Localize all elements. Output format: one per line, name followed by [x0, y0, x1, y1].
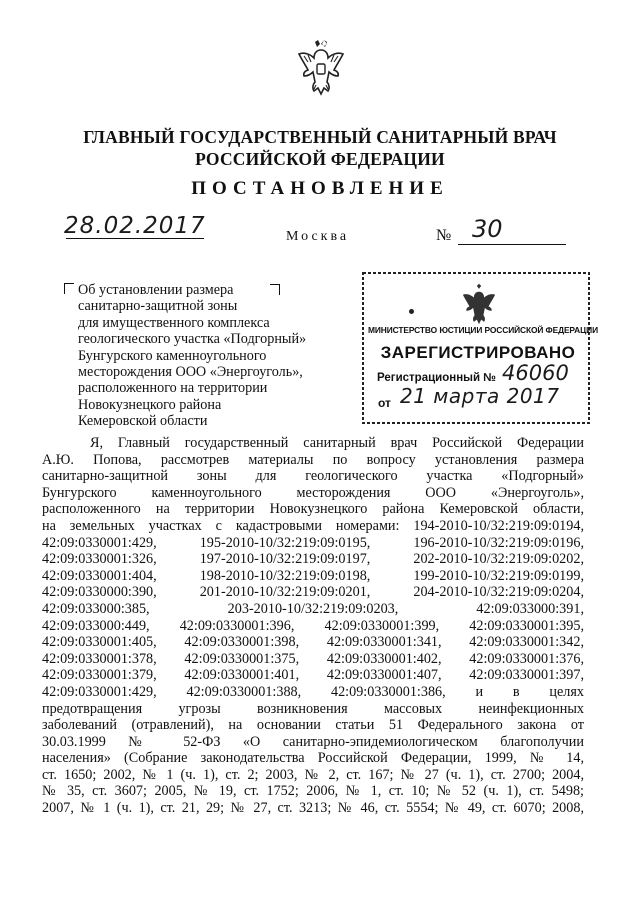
body-line: Бунгурского каменноугольного месторождения ООО «Энергоуголь»,	[42, 484, 584, 501]
stamp-coat-of-arms-icon	[460, 283, 498, 327]
document-type: ПОСТАНОВЛЕНИЕ	[191, 178, 449, 199]
title-line: геологического участка «Подгорный»	[78, 331, 307, 348]
title-line: месторождения ООО «Энергоуголь»,	[78, 364, 303, 381]
body-line: ст. 1650; 2002, № 1 (ч. 1), ст. 2; 2003, № 2, ст. 167; № 27 (ч. 1), ст. 2700; 2004,	[42, 766, 584, 783]
body-line: 42:09:0330001:429, 42:09:0330001:388, 42:09:0330001:386, и в целях	[42, 683, 584, 700]
document-city: Москва	[286, 229, 350, 244]
body-line: Я, Главный государственный санитарный врач Российской Федерации	[90, 435, 584, 451]
body-line: 42:09:0330001:378, 42:09:0330001:375, 42:09:0330001:402, 42:09:0330001:376,	[42, 650, 584, 667]
date-underline	[66, 238, 204, 239]
stamp-ministry: МИНИСТЕРСТВО ЮСТИЦИИ РОССИЙСКОЙ ФЕДЕРАЦИИ	[368, 325, 598, 335]
stamp-reg-number: 46060	[502, 361, 569, 385]
title-line: санитарно-защитной зоны	[78, 298, 238, 315]
body-line: 42:09:0330001:326, 197-2010-10/32:219:09:0197, 202-2010-10/32:219:09:0202,	[42, 551, 584, 568]
body-line: 42:09:0330000:390, 201-2010-10/32:219:09:0201, 204-2010-10/32:219:09:0204,	[42, 584, 584, 601]
body-line: 42:09:033000:385, 203-2010-10/32:219:09:0203, 42:09:033000:391,	[42, 600, 584, 617]
issuing-authority	[60, 126, 580, 170]
body-line: № 35, ст. 3607; 2005, № 19, ст. 1752; 2006, № 1, ст. 10; № 52 (ч. 1), ст. 5498;	[42, 783, 584, 800]
body-line: санитарно-защитной зоны для геологического участка «Подгорный»	[42, 468, 584, 485]
authority-line-1: ГЛАВНЫЙ ГОСУДАРСТВЕННЫЙ САНИТАРНЫЙ ВРАЧ	[83, 127, 557, 147]
body-line: 30.03.1999 № 52-ФЗ «О санитарно-эпидемиологическом благополучии	[42, 733, 584, 750]
stamp-reg-date: 21 марта 2017	[400, 384, 560, 408]
document-date: 28.02.2017	[64, 213, 206, 239]
body-line: А.Ю. Попова, рассмотрев материалы по вопросу установления размера	[42, 451, 584, 468]
body-line: 42:09:0330001:404, 198-2010-10/32:219:09:0198, 199-2010-10/32:219:09:0199,	[42, 567, 584, 584]
title-line: для имущественного комплекса	[78, 314, 270, 331]
title-corner-left	[64, 283, 74, 294]
title-line: Новокузнецкого района	[78, 396, 222, 413]
stamp-status: ЗАРЕГИСТРИРОВАНО	[380, 343, 576, 362]
number-underline	[458, 244, 566, 245]
body-line: расположенного на территории Новокузнецкого района Кемеровской области,	[42, 501, 584, 518]
body-line: заболеваний (отравлений), на основании статьи 51 Федерального закона от	[42, 717, 584, 734]
authority-line-2: РОССИЙСКОЙ ФЕДЕРАЦИИ	[195, 149, 445, 169]
coat-of-arms-icon	[296, 38, 346, 98]
stamp-from-label: от	[378, 396, 391, 410]
number-sign: №	[436, 227, 452, 244]
body-line: на земельных участках с кадастровыми номерами: 194-2010-10/32:219:09:0194,	[42, 517, 584, 534]
resolution-body	[42, 435, 584, 817]
stamp-reg-label: Регистрационный №	[377, 372, 497, 384]
body-line: предотвращения угрозы возникновения массовых неинфекционных	[42, 700, 584, 717]
body-line: населения» (Собрание законодательства Российской Федерации, 1999, № 14,	[42, 750, 584, 767]
title-line: Об установлении размера	[78, 282, 234, 298]
title-line: расположенного на территории	[78, 380, 268, 397]
title-line: Бунгурского каменноугольного	[78, 347, 267, 364]
document-number: 30	[472, 215, 503, 243]
stamp-dot	[409, 309, 414, 314]
body-line: 42:09:033000:449, 42:09:0330001:396, 42:09:0330001:399, 42:09:0330001:395,	[42, 617, 584, 634]
body-line: 42:09:0330001:379, 42:09:0330001:401, 42:09:0330001:407, 42:09:0330001:397,	[42, 667, 584, 684]
body-line: 42:09:0330001:429, 195-2010-10/32:219:09:0195, 196-2010-10/32:219:09:0196,	[42, 534, 584, 551]
body-line: 42:09:0330001:405, 42:09:0330001:398, 42:09:0330001:341, 42:09:0330001:342,	[42, 634, 584, 651]
document-title	[78, 282, 328, 430]
title-line: Кемеровской области	[78, 413, 208, 430]
body-line: 2007, № 1 (ч. 1), ст. 21, 29; № 27, ст. 3213; № 46, ст. 5554; № 49, ст. 6070; 2008,	[42, 800, 584, 817]
